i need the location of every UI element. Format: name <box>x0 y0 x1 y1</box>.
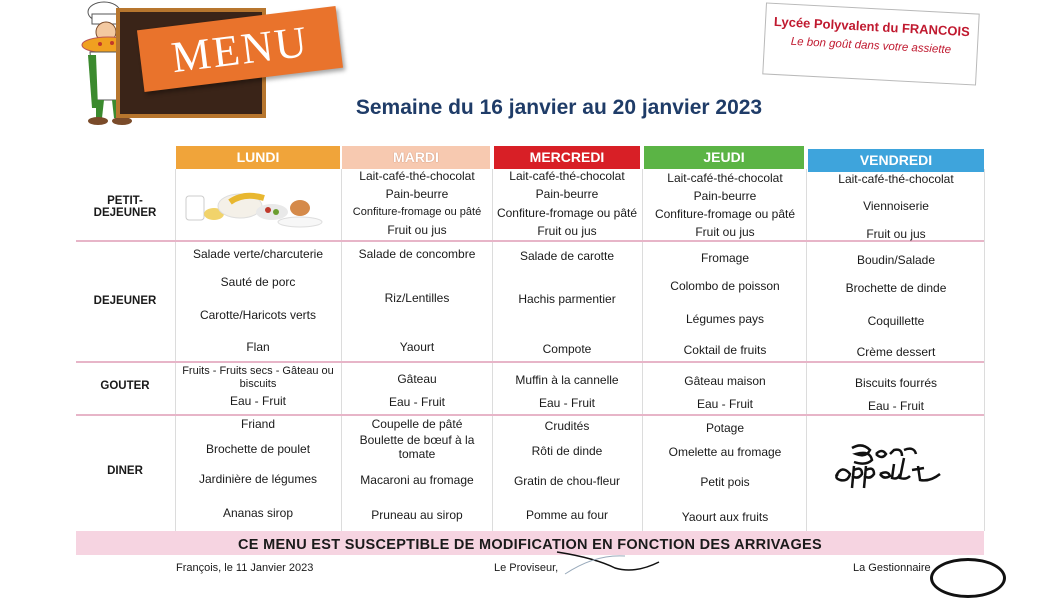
breakfast-illustration <box>180 176 336 232</box>
cell-petit-dejeuner-mercredi <box>492 168 642 240</box>
menu-item: Lait-café-thé-chocolat <box>359 169 475 183</box>
menu-item: Boudin/Salade <box>856 253 936 267</box>
menu-item: Brochette de dinde <box>845 281 947 295</box>
menu-item: Gâteau maison <box>684 374 766 388</box>
menu-item: Colombo de poisson <box>670 279 780 293</box>
cell-diner-mercredi <box>492 418 642 530</box>
school-slogan: Le bon goût dans votre assiette <box>790 35 952 57</box>
menu-item: Légumes pays <box>685 312 765 326</box>
menu-item: Pain-beurre <box>693 189 757 203</box>
menu-item: Fromage <box>700 251 750 265</box>
cell-gouter-mardi <box>342 372 492 414</box>
menu-item: Lait-café-thé-chocolat <box>667 171 783 185</box>
col-divider <box>984 169 985 531</box>
menu-item: Confiture-fromage ou pâté <box>654 207 796 221</box>
menu-item: Fruit ou jus <box>866 227 926 241</box>
row-label-dejeuner: DEJEUNER <box>93 295 157 307</box>
menu-item: Friand <box>240 417 275 431</box>
menu-item: Crudités <box>544 419 590 433</box>
cell-diner-mardi <box>342 418 492 530</box>
school-box <box>762 2 979 85</box>
menu-item: Eau - Fruit <box>538 396 595 410</box>
menu-item: Potage <box>705 421 745 435</box>
day-header-mercredi: MERCREDI <box>494 146 640 169</box>
school-name: Lycée Polyvalent du FRANCOIS <box>773 13 971 40</box>
breakfast-image <box>180 176 336 232</box>
menu-item: Yaourt <box>399 340 435 354</box>
cell-diner-lundi <box>176 416 340 528</box>
menu-item: Crème dessert <box>856 345 936 359</box>
cell-gouter-mercredi <box>492 373 642 415</box>
cell-dejeuner-lundi <box>176 246 340 358</box>
menu-item: Fruits - Fruits secs - Gâteau ou biscuits <box>182 365 334 390</box>
menu-item: Eau - Fruit <box>867 399 924 413</box>
row-label-petit-dejeuner: PETIT-DEJEUNER <box>93 195 157 219</box>
menu-item: Viennoiserie <box>863 199 929 213</box>
cell-gouter-lundi <box>176 365 340 413</box>
menu-item: Gratin de chou-fleur <box>513 474 621 488</box>
menu-item: Salade verte/charcuterie <box>192 247 324 261</box>
menu-item: Confiture-fromage ou pâté <box>352 206 482 218</box>
cell-gouter-vendredi <box>808 376 984 418</box>
menu-item: Lait-café-thé-chocolat <box>509 169 625 183</box>
cell-dejeuner-jeudi <box>644 250 806 362</box>
menu-item: Macaroni au fromage <box>360 473 474 487</box>
cell-dejeuner-vendredi <box>808 252 984 364</box>
cell-gouter-jeudi <box>644 374 806 416</box>
row-label-gouter: GOUTER <box>100 380 150 392</box>
menu-item: Coktail de fruits <box>683 343 767 357</box>
menu-item: Gâteau <box>397 372 437 386</box>
menu-item: Pain-beurre <box>535 187 599 201</box>
menu-item: Petit pois <box>700 475 750 489</box>
menu-item: Ananas sirop <box>222 506 294 520</box>
day-header-lundi: LUNDI <box>176 146 340 169</box>
col-divider <box>806 169 807 531</box>
signature-icon <box>555 548 665 576</box>
day-header-vendredi: VENDREDI <box>808 149 984 172</box>
menu-item: Jardinière de légumes <box>198 472 318 486</box>
day-header-mardi: MARDI <box>342 146 490 169</box>
cell-petit-dejeuner-jeudi <box>644 170 806 242</box>
stamp-icon <box>930 558 1006 598</box>
cell-petit-dejeuner-mardi <box>342 168 492 240</box>
menu-item: Pruneau au sirop <box>371 508 463 522</box>
cell-dejeuner-mardi <box>342 246 492 358</box>
menu-item: Carotte/Haricots verts <box>199 308 317 322</box>
cell-dejeuner-mercredi <box>492 248 642 360</box>
footer-date: François, le 11 Janvier 2023 <box>176 562 314 574</box>
menu-item: Eau - Fruit <box>696 397 753 411</box>
menu-item: Pomme au four <box>525 508 609 522</box>
menu-item: Eau - Fruit <box>229 394 286 408</box>
menu-item: Fruit ou jus <box>387 223 447 237</box>
menu-item: Omelette au fromage <box>668 445 782 459</box>
menu-item: Brochette de poulet <box>205 442 311 456</box>
menu-item: Coupelle de pâté <box>371 417 463 431</box>
menu-item: Compote <box>542 342 592 356</box>
menu-item: Pain-beurre <box>385 187 449 201</box>
menu-item: Lait-café-thé-chocolat <box>838 172 954 186</box>
menu-item: Hachis parmentier <box>518 292 616 306</box>
menu-item: Coquillette <box>867 314 925 328</box>
bon-appetit-image <box>808 436 984 506</box>
menu-item: Confiture-fromage ou pâté <box>496 206 638 220</box>
menu-item: Eau - Fruit <box>388 395 445 409</box>
bon-appetit-script <box>808 436 984 496</box>
cell-petit-dejeuner-vendredi <box>808 171 984 243</box>
menu-item: Riz/Lentilles <box>384 291 450 305</box>
cell-diner-jeudi <box>644 420 806 532</box>
row-label-diner: DINER <box>107 465 143 477</box>
title-text: Semaine du 16 janvier au 20 janvier 2023 <box>355 96 763 119</box>
menu-item: Salade de concombre <box>358 247 476 261</box>
col-divider <box>642 169 643 531</box>
menu-banner: MENU <box>137 6 343 92</box>
page-title <box>0 96 1038 120</box>
modification-notice: CE MENU EST SUSCEPTIBLE DE MODIFICATION EN FONCTION DES ARRIVAGES <box>76 531 984 555</box>
menu-item: Flan <box>246 340 270 354</box>
footer-proviseur: Le Proviseur, <box>494 562 559 574</box>
menu-item: Muffin à la cannelle <box>515 373 619 387</box>
day-header-jeudi: JEUDI <box>644 146 804 169</box>
menu-item: Salade de carotte <box>519 249 615 263</box>
menu-item: Sauté de porc <box>220 275 296 289</box>
menu-item: Fruit ou jus <box>695 225 755 239</box>
menu-item: Rôti de dinde <box>531 444 603 458</box>
menu-item: Yaourt aux fruits <box>681 510 769 524</box>
menu-item: Biscuits fourrés <box>854 376 938 390</box>
menu-item: Boulette de bœuf à la tomate <box>359 433 475 461</box>
menu-item: Fruit ou jus <box>537 224 597 238</box>
footer-gestionnaire: La Gestionnaire <box>853 562 931 574</box>
